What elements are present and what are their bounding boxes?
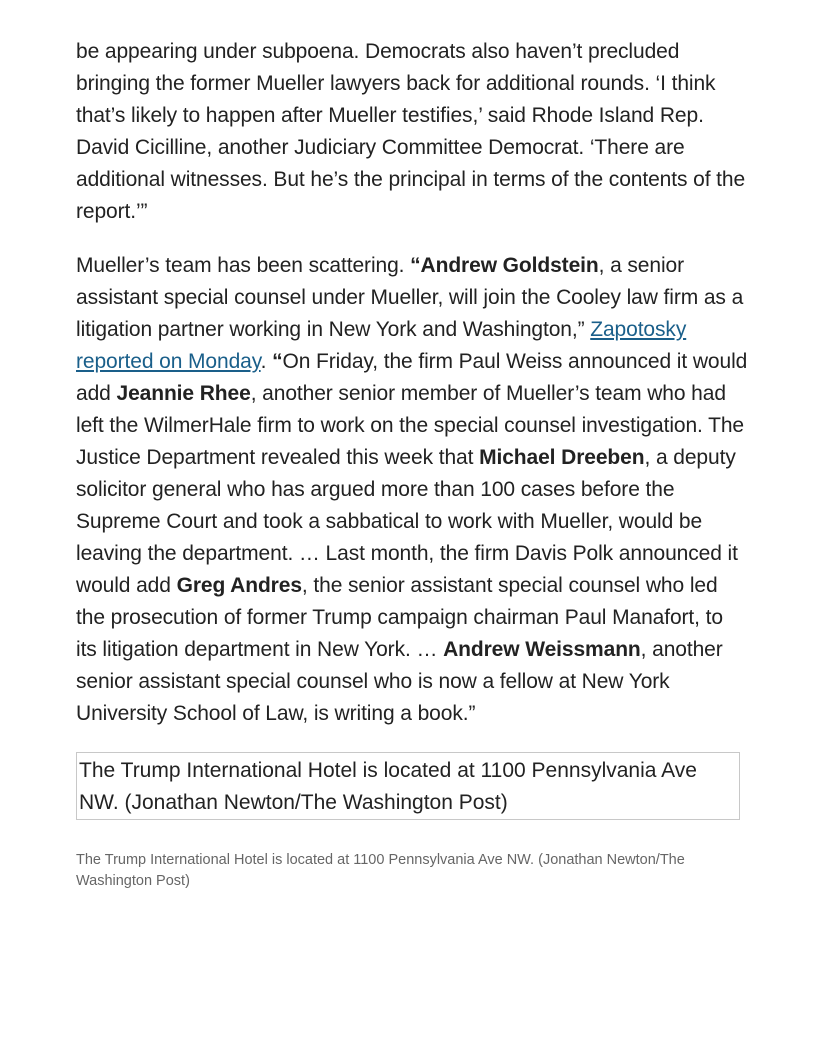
paragraph-text: On Friday, the firm Paul Weiss announced it would add [76, 350, 748, 405]
bold-name-text: Greg Andres [176, 574, 302, 597]
article-figure [76, 752, 740, 892]
figure-caption: The Trump International Hotel is located at 1100 Pennsylvania Ave NW. (Jonathan Newton/The Washington Post) [76, 852, 685, 889]
paragraph-text: be appearing under subpoena. Democrats also haven’t precluded bringing the former Mueller lawyers back for additional rounds. ‘I think that’s likely to happen after Mueller testifies,’ said Rhode Island Rep. David Cicilline, another Judiciary Committee Democrat. ‘There are additional witnesses. But he’s the principal in terms of the contents of the report.’” [76, 40, 746, 223]
article-paragraphs [76, 36, 748, 730]
paragraph-text: , a senior assistant special counsel under Mueller, will join the Cooley law firm as a litigation partner working in New York and Washington,” [76, 254, 744, 341]
paragraph-text: , the senior assistant special counsel who led the prosecution of former Trump campaign chairman Paul Manafort, to its litigation department in New York. … [76, 574, 723, 661]
article-paragraph [76, 250, 748, 730]
paragraph-text: . [260, 350, 273, 373]
article-paragraph [76, 36, 748, 228]
paragraph-text: , another senior member of Mueller’s team who had left the WilmerHale firm to work on the special counsel investigation. The Justice Department revealed this week that [76, 382, 745, 469]
paragraph-text: , a deputy solicitor general who has argued more than 100 cases before the Supreme Court and took a sabbatical to work with Mueller, would be leaving the department. … Last month, the firm Davis Polk announced it would add [76, 446, 738, 597]
bold-name-text: Andrew Weissmann [443, 638, 641, 661]
broken-image-placeholder [76, 752, 740, 820]
paragraph-text: Mueller’s team has been scattering. [76, 254, 411, 277]
paragraph-text: , another senior assistant special counsel who is now a fellow at New York University School of Law, is writing a book.” [76, 638, 723, 725]
bold-name-text: Jeannie Rhee [116, 382, 251, 405]
bold-name-text: “ [272, 350, 283, 373]
inline-link[interactable]: Zapotosky reported on Monday [76, 318, 687, 373]
image-alt-text: The Trump International Hotel is located at 1100 Pennsylvania Ave NW. (Jonathan Newton/The Washington Post) [79, 759, 697, 814]
bold-name-text: “Andrew Goldstein [410, 254, 599, 277]
article-body [76, 36, 748, 892]
bold-name-text: Michael Dreeben [479, 446, 645, 469]
